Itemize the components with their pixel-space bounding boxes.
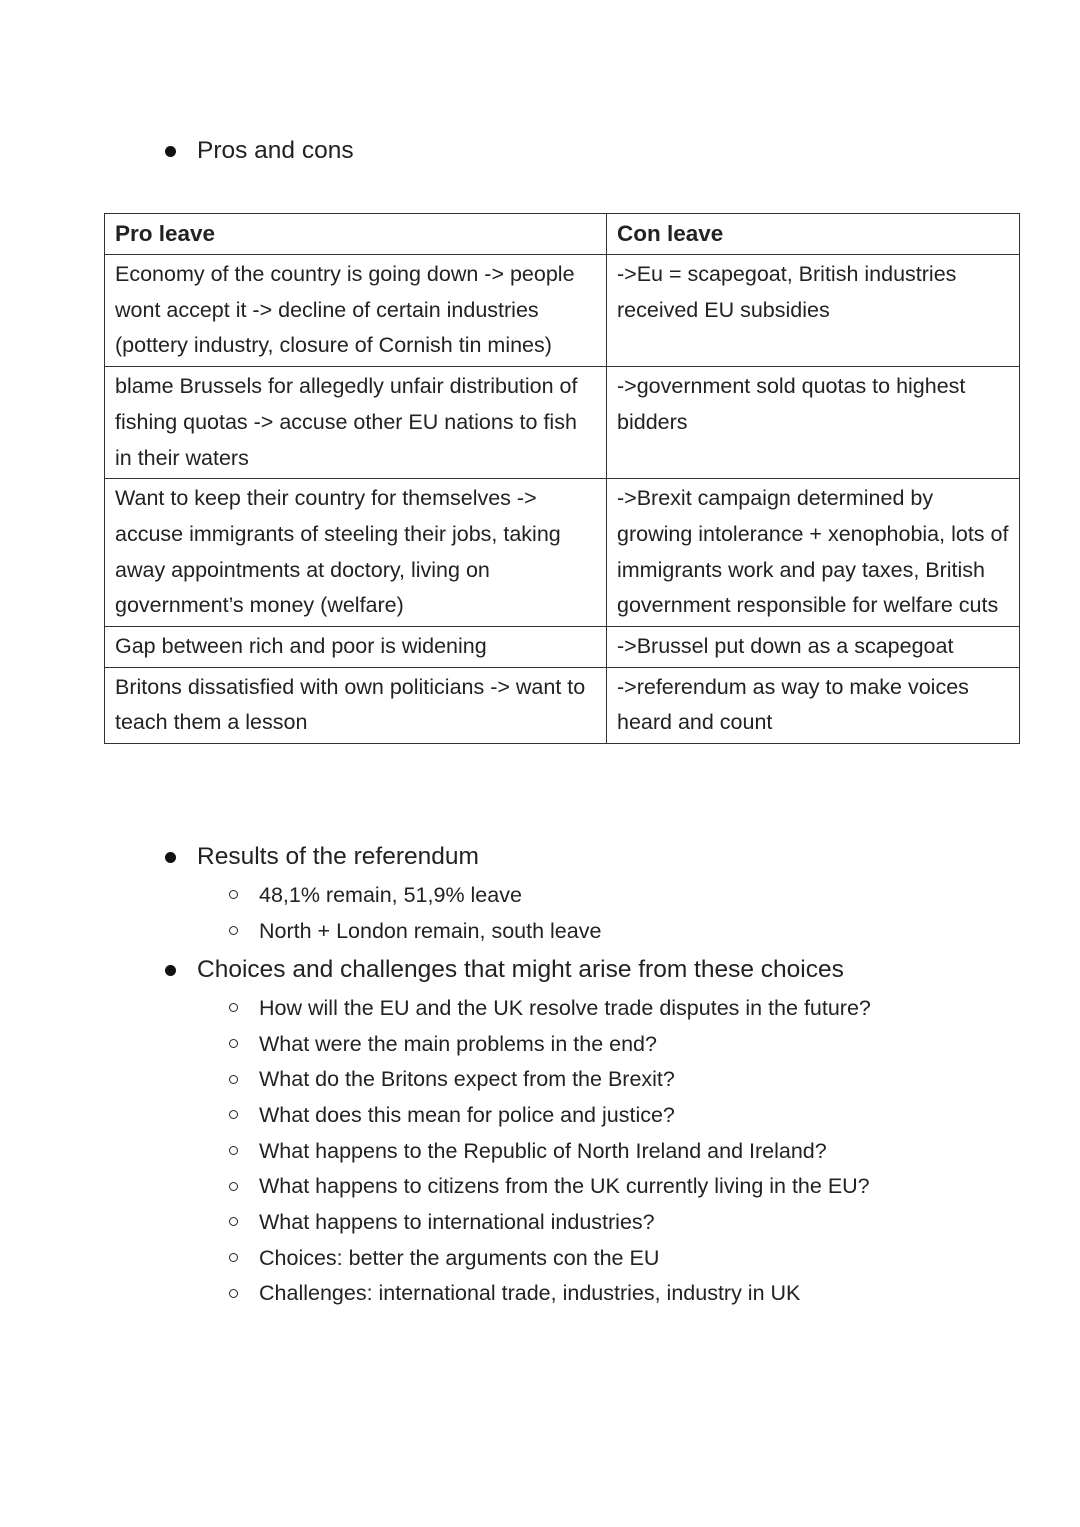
bullet-circle-icon <box>229 1253 238 1262</box>
cell-pro: Gap between rich and poor is widening <box>105 627 607 668</box>
table-header-row <box>105 214 1020 255</box>
list-item-text: What does this mean for police and justice? <box>259 1102 675 1127</box>
list-item-text: 48,1% remain, 51,9% leave <box>259 882 522 907</box>
bullet-dot-icon <box>165 146 176 157</box>
bullet-circle-icon <box>229 1182 238 1191</box>
table-row <box>105 479 1020 627</box>
list-item-text: What were the main problems in the end? <box>259 1031 657 1056</box>
list-item <box>229 913 601 949</box>
section-heading-results: Results of the referendum <box>197 843 479 870</box>
bullet-circle-icon <box>229 1110 238 1119</box>
list-item-text: Choices: better the arguments con the EU <box>259 1245 660 1270</box>
cell-pro: Want to keep their country for themselves -> accuse immigrants of steeling their jobs, taking away appointments at doctory, living on government’s money (welfare) <box>105 479 607 627</box>
list-item <box>229 1276 871 1312</box>
bullet-circle-icon <box>229 890 238 899</box>
pros-cons-table <box>104 213 1020 744</box>
bullet-circle-icon <box>229 926 238 935</box>
bullet-results <box>165 842 479 872</box>
table-row <box>105 367 1020 479</box>
cell-con: ->Brussel put down as a scapegoat <box>607 627 1020 668</box>
bullet-dot-icon <box>165 965 176 976</box>
section-heading-choices: Choices and challenges that might arise from these choices <box>197 956 844 983</box>
bullet-circle-icon <box>229 1289 238 1298</box>
cell-con: ->government sold quotas to highest bidders <box>607 367 1020 479</box>
list-item <box>229 1026 871 1062</box>
list-item <box>229 1097 871 1133</box>
bullet-pros-cons <box>165 136 354 166</box>
cell-pro: blame Brussels for allegedly unfair distribution of fishing quotas -> accuse other EU nations to fish in their waters <box>105 367 607 479</box>
bullet-circle-icon <box>229 1039 238 1048</box>
cell-pro: Economy of the country is going down -> people wont accept it -> decline of certain industries (pottery industry, closure of Cornish tin mines) <box>105 255 607 367</box>
list-item-text: North + London remain, south leave <box>259 918 602 943</box>
table-row <box>105 255 1020 367</box>
table-row <box>105 627 1020 668</box>
bullet-circle-icon <box>229 1003 238 1012</box>
section-heading-pros-cons: Pros and cons <box>197 137 354 164</box>
cell-con: ->Eu = scapegoat, British industries received EU subsidies <box>607 255 1020 367</box>
list-item-text: What happens to citizens from the UK currently living in the EU? <box>259 1174 870 1199</box>
list-item-text: What happens to international industries? <box>259 1209 655 1234</box>
list-item-text: What happens to the Republic of North Ireland and Ireland? <box>259 1138 827 1163</box>
table-row <box>105 667 1020 743</box>
cell-pro: Britons dissatisfied with own politicians -> want to teach them a lesson <box>105 667 607 743</box>
list-item <box>229 1133 871 1169</box>
bullet-circle-icon <box>229 1217 238 1226</box>
choices-list <box>229 990 871 1311</box>
bullet-circle-icon <box>229 1146 238 1155</box>
bullet-choices <box>165 955 844 985</box>
list-item <box>229 1204 871 1240</box>
list-item-text: How will the EU and the UK resolve trade disputes in the future? <box>259 995 871 1020</box>
results-list <box>229 877 601 948</box>
list-item-text: What do the Britons expect from the Brexit? <box>259 1067 675 1092</box>
cell-con: ->referendum as way to make voices heard and count <box>607 667 1020 743</box>
header-con-leave: Con leave <box>607 214 1020 255</box>
list-item-text: Challenges: international trade, industries, industry in UK <box>259 1281 801 1306</box>
header-pro-leave: Pro leave <box>105 214 607 255</box>
list-item <box>229 1168 871 1204</box>
list-item <box>229 990 871 1026</box>
bullet-dot-icon <box>165 852 176 863</box>
list-item <box>229 877 601 913</box>
cell-con: ->Brexit campaign determined by growing intolerance + xenophobia, lots of immigrants work and pay taxes, British government responsible for welfare cuts <box>607 479 1020 627</box>
bullet-circle-icon <box>229 1075 238 1084</box>
list-item <box>229 1240 871 1276</box>
list-item <box>229 1061 871 1097</box>
